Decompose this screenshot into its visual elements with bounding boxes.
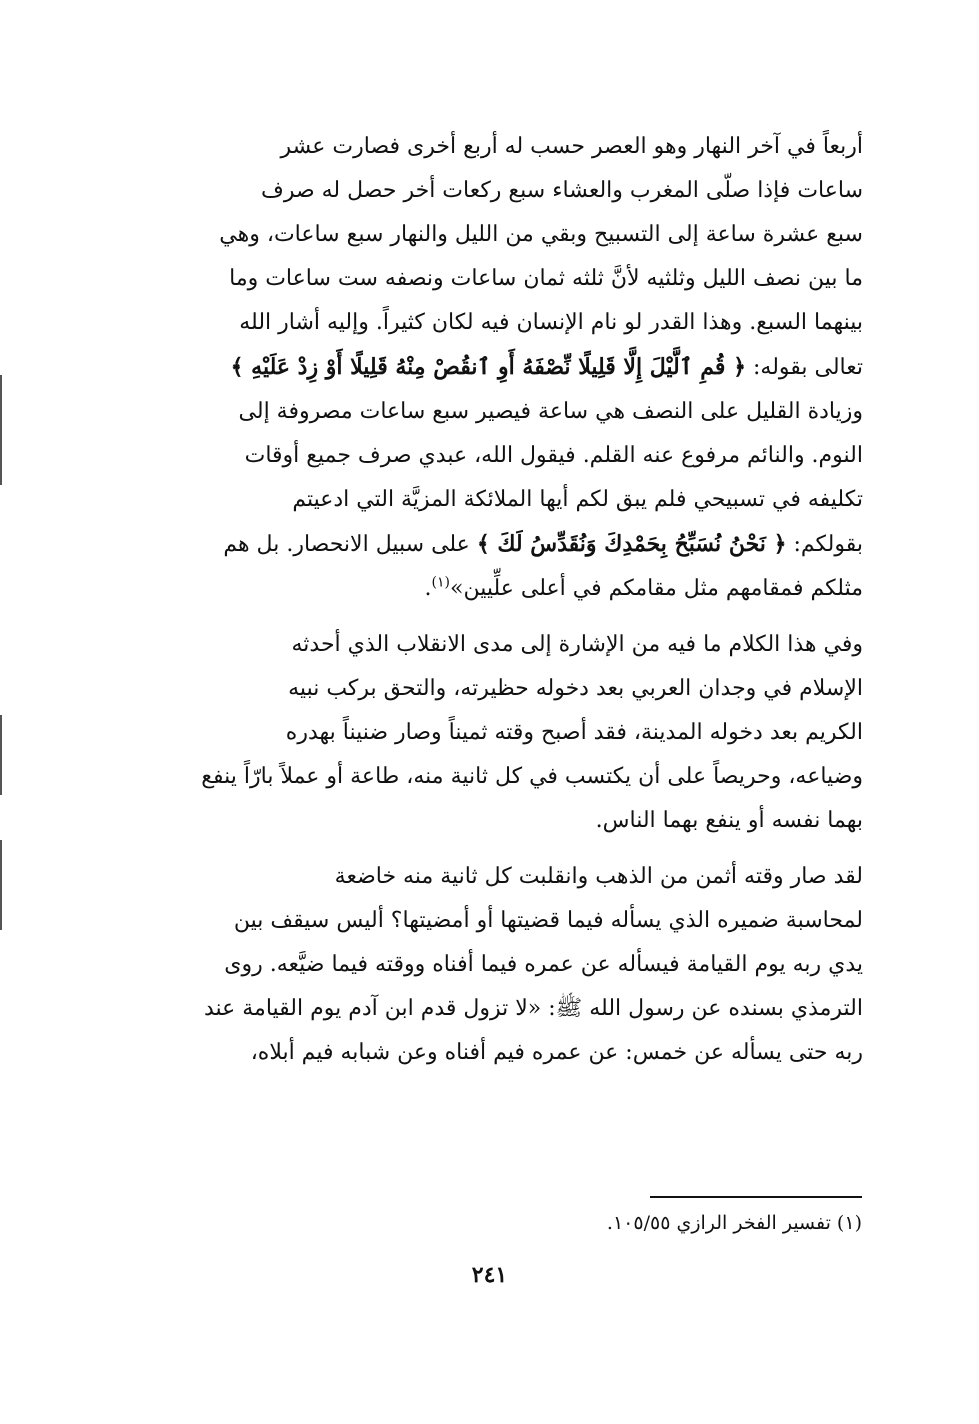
text-line: الترمذي بسنده عن رسول الله ﷺ: «لا تزول قدم ابن آدم يوم القيامة عند xyxy=(203,996,863,1021)
footnote: (١) تفسير الفخر الرازي ١٠٥/٥٥. xyxy=(606,1212,862,1234)
binding-shadow-bottom xyxy=(0,840,2,930)
text-line: لمحاسبة ضميره الذي يسأله فيما قضيتها أو أمضيتها؟ أليس سيقف بين xyxy=(233,908,863,933)
binding-shadow-top xyxy=(0,375,2,485)
text-line: النوم. والنائم مرفوع عنه القلم. فيقول الله، عبدي صرف جميع أوقات xyxy=(244,443,863,468)
page-number: ٢٤١ xyxy=(471,1262,508,1288)
binding-shadow-middle xyxy=(0,715,2,795)
text-line: سبع عشرة ساعة إلى التسبيح وبقي من الليل والنهار سبع ساعات، وهي xyxy=(219,222,863,247)
text-line: الكريم بعد دخوله المدينة، فقد أصبح وقته ثميناً وصار ضنيناً بهدره xyxy=(285,720,863,745)
text-line: بهما نفسه أو ينفع بهما الناس. xyxy=(595,808,863,833)
text-line: تعالى بقوله: xyxy=(746,355,863,380)
text-line: وزيادة القليل على النصف هي ساعة فيصير سبع ساعات مصروفة إلى xyxy=(238,399,863,424)
text-line: بينهما السبع. وهذا القدر لو نام الإنسان فيه لكان كثيراً. وإليه أشار الله xyxy=(239,310,863,335)
text-line: بقولكم: xyxy=(786,532,863,557)
text-line: ربه حتى يسأله عن خمس: عن عمره فيم أفناه وعن شبابه فيم أبلاه، xyxy=(250,1040,863,1065)
text-line: ساعات فإذا صلّى المغرب والعشاء سبع ركعات أخر حصل له صرف xyxy=(261,178,863,203)
quran-verse: ﴿ قُمِ ٱلَّيْلَ إِلَّا قَلِيلًا نِّصْفَهُ أَوِ ٱنقُصْ مِنْهُ قَلِيلًا أَوْ زِدْ عَلَيْهِ ﴾ xyxy=(230,354,746,380)
quran-verse: ﴿ نَحْنُ نُسَبِّحُ بِحَمْدِكَ وَنُقَدِّسُ لَكَ ﴾ xyxy=(476,531,787,557)
paragraph-1 xyxy=(163,125,863,611)
text-line: أربعاً في آخر النهار وهو العصر حسب له أربع أخرى فصارت عشر xyxy=(280,134,863,159)
main-text xyxy=(163,125,863,1075)
paragraph-3 xyxy=(163,855,863,1075)
footnote-reference: (١) xyxy=(431,574,451,591)
footnote-separator xyxy=(650,1196,862,1198)
text-line: ما بين نصف الليل وثلثيه لأنَّ ثلثه ثمان ساعات ونصفه ست ساعات وما xyxy=(229,266,863,291)
text-line: يدي ربه يوم القيامة فيسأله عن عمره فيما أفناه ووقته فيما ضيَّعه. روى xyxy=(224,952,863,977)
text-line: وضياعه، وحريصاً على أن يكتسب في كل ثانية منه، طاعة أو عملاً بارّاً ينفع xyxy=(201,764,863,789)
text-line: . xyxy=(424,576,432,601)
text-line: لقد صار وقته أثمن من الذهب وانقلبت كل ثانية منه خاضعة xyxy=(334,864,863,889)
text-line: وفي هذا الكلام ما فيه من الإشارة إلى مدى الانقلاب الذي أحدثه xyxy=(291,632,863,657)
paragraph-2 xyxy=(163,623,863,843)
text-line: تكليفه في تسبيحي فلم يبق لكم أيها الملائكة المزيَّة التي ادعيتم xyxy=(292,487,863,512)
text-line: الإسلام في وجدان العربي بعد دخوله حظيرته، والتحق بركب نبيه xyxy=(288,676,863,701)
text-line: مثلكم فمقامهم مثل مقامكم في أعلى علِّيين» xyxy=(450,576,863,601)
text-line: على سبيل الانحصار. بل هم xyxy=(223,532,477,557)
